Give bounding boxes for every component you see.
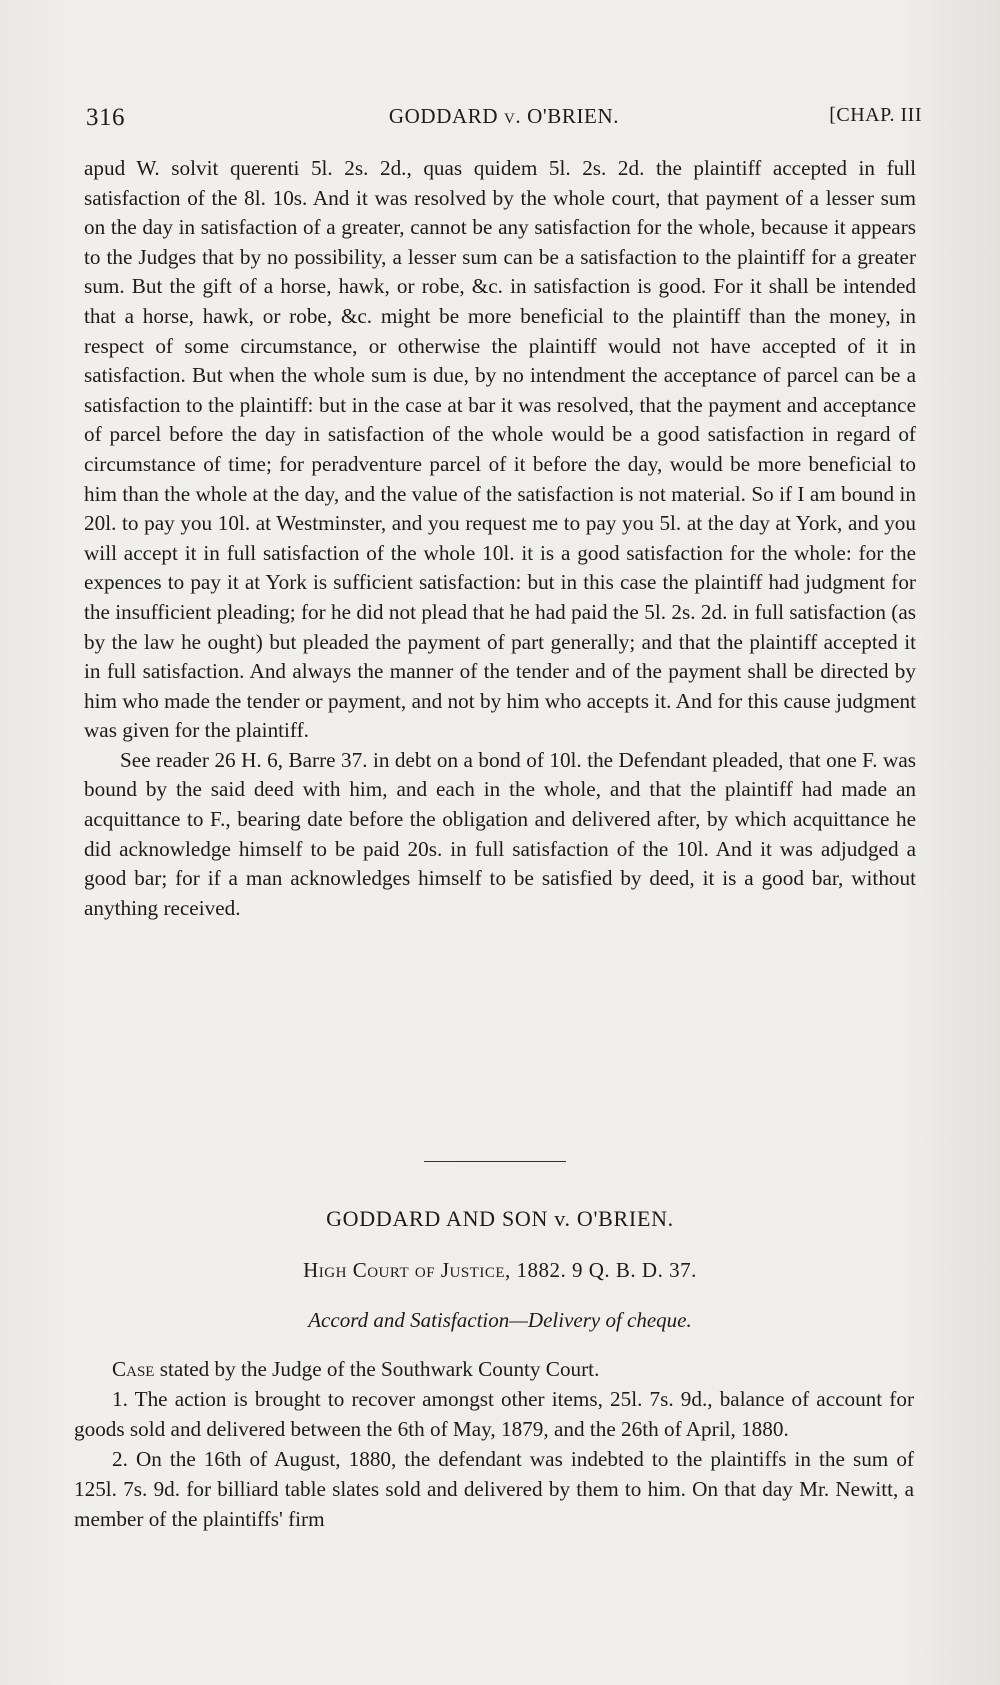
case-paragraph-1: 1. The action is brought to recover amongst other items, 25l. 7s. 9d., balance of account for goods sold and delivered between the 6th of May, 1879, and the 26th of April, 1880. bbox=[74, 1387, 914, 1441]
case-body bbox=[74, 1354, 914, 1534]
page-header bbox=[86, 104, 922, 138]
case-title: GODDARD AND SON v. O'BRIEN. bbox=[326, 1206, 674, 1231]
section-divider bbox=[424, 1161, 566, 1162]
main-text bbox=[84, 154, 916, 923]
page-number: 316 bbox=[86, 104, 125, 131]
chapter-label: [CHAP. III bbox=[829, 104, 922, 126]
case-subject: Accord and Satisfaction—Delivery of cheque. bbox=[308, 1308, 692, 1332]
case-stated-lead: Case bbox=[112, 1357, 155, 1381]
case-stated-rest: stated by the Judge of the Southwark County Court. bbox=[154, 1357, 600, 1381]
paragraph-see-reader: See reader 26 H. 6, Barre 37. in debt on a bond of 10l. the Defendant pleaded, that one F. was bound by the said deed with him, and each in the whole, and that the plaintiff had made an acquittance to F., bearing date before the obligation and delivered after, by which acquittance he did acknowledge himself to be paid 20s. in full satisfaction of the 10l. And it was adjudged a good bar; for if a man acknowledges himself to be satisfied by deed, it is a good bar, without anything received. bbox=[84, 747, 916, 920]
court-citation: High Court of Justice, 1882. 9 Q. B. D. 37. bbox=[303, 1258, 697, 1282]
running-title: GODDARD v. O'BRIEN. bbox=[388, 104, 620, 128]
paragraph-continuation: apud W. solvit querenti 5l. 2s. 2d., quas quidem 5l. 2s. 2d. the plaintiff accepted in full satisfaction of the 8l. 10s. And it was resolved by the whole court, that payment of a lesser sum on the day in satisfaction of a greater, cannot be any satisfaction for the whole, because it appears to the Judges that by no possibility, a lesser sum can be a satisfaction to the plaintiff for a greater sum. But the gift of a horse, hawk, or robe, &c. in satisfaction is good. For it shall be intended that a horse, hawk, or robe, &c. might be more beneficial to the plaintiff than the money, in respect of some circumstance, or otherwise the plaintiff would not have accepted of it in satisfaction. But when the whole sum is due, by no intendment the acceptance of parcel can be a satisfaction to the plaintiff: but in the case at bar it was resolved, that the payment and acceptance of parcel before the day in satisfaction of the whole would be a good satisfaction in regard of circumstance of time; for peradventure parcel of it before the day, would be more beneficial to him than the whole at the day, and the value of the satisfaction is not material. So if I am bound in 20l. to pay you 10l. at Westminster, and you request me to pay you 5l. at the day at York, and you will accept it in full satisfaction of the whole 10l. it is a good satisfaction for the whole: for the expences to pay it at York is sufficient satisfaction: but in this case the plaintiff had judgment for the insufficient pleading; for he did not plead that he had paid the 5l. 2s. 2d. in full satisfaction (as by the law he ought) but pleaded the payment of part generally; and that the plaintiff accepted it in full satisfaction. And always the manner of the tender and of the payment shall be directed by him who made the tender or payment, and not by him who accepts it. And for this cause judgment was given for the plaintiff. bbox=[84, 156, 916, 743]
case-paragraph-2: 2. On the 16th of August, 1880, the defendant was indebted to the plaintiffs in the sum of 125l. 7s. 9d. for billiard table slates sold and delivered by them to him. On that day Mr. Newitt, a member of the plaintiffs' firm bbox=[74, 1447, 914, 1531]
case-stated-paragraph bbox=[74, 1354, 914, 1384]
